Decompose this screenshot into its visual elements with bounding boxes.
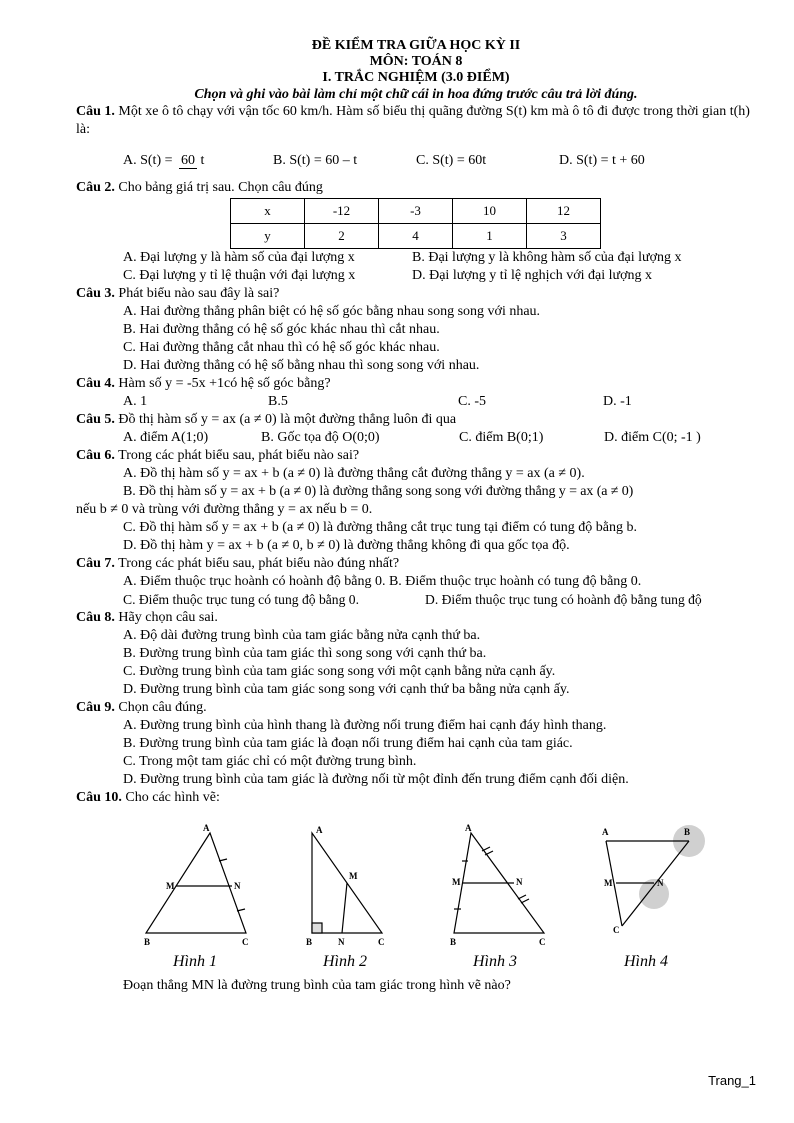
option-b: B.5 [268,394,288,409]
geometry-figures [76,813,756,973]
point-label: M [604,878,613,888]
fraction: 60 t [181,152,205,168]
option-a: A. 1 [123,394,148,409]
option-c: C. Đồ thị hàm số y = ax + b (a ≠ 0) là đường thẳng cắt trục tung tại điểm có tung độ bằng b. [123,520,637,535]
question-2 [76,179,756,197]
option-b: B. Đại lượng y là không hàm số của đại lượng x [412,250,682,265]
figure-1 [146,833,246,933]
option-a: A. Độ dài đường trung bình của tam giác bằng nửa cạnh thứ ba. [123,628,481,643]
question-text: Trong các phát biểu sau, phát biểu nào đúng nhất? [118,556,400,571]
table-row [231,224,601,249]
option-a: A. Đồ thị hàm số y = ax + b (a ≠ 0) là đường thẳng cắt đường thẳng y = ax (a ≠ 0). [123,466,585,481]
value-table [230,198,601,249]
option-c: C. Điểm thuộc trục tung có tung độ bằng 0. [123,592,359,607]
option-b: B. Đường trung bình của tam giác là đoạn nối trung điểm hai cạnh của tam giác. [123,736,573,751]
point-label: C [242,937,249,947]
figure-4 [606,825,705,926]
question-label: Câu 4. [76,376,115,391]
question-8 [76,609,756,627]
option-d: D. S(t) = t + 60 [559,153,645,168]
section-title: I. TRẮC NGHIỆM (3.0 ĐIỂM) [322,70,510,85]
figure-caption-1: Hình 1 [173,953,217,970]
table-cell: 12 [527,199,601,224]
option-a: A. Điểm thuộc trục hoành có hoành độ bằng 0. [123,574,386,589]
tick-mark [518,895,526,899]
option-c: C. Đường trung bình của tam giác song song với một cạnh bằng nửa cạnh ấy. [123,664,556,679]
segment-mn [342,883,347,933]
figures-svg [76,813,756,973]
point-label: C [613,925,620,935]
question-label: Câu 1. [76,104,115,119]
option-d: D. điểm C(0; -1 ) [604,430,701,445]
point-label: C [539,937,546,947]
question-2-options-row-1 [76,249,756,267]
option-a: A. Hai đường thẳng phân biệt có hệ số góc bằng nhau song song với nhau. [123,304,541,319]
question-label: Câu 2. [76,180,115,195]
question-1 [76,103,756,139]
table-cell: 1 [453,224,527,249]
point-label: C [378,937,385,947]
option-c: C. S(t) = 60t [416,153,487,168]
point-label: A [602,827,609,837]
question-7 [76,555,756,573]
point-label: M [349,871,358,881]
exam-title: ĐỀ KIỂM TRA GIỮA HỌC KỲ II [311,38,521,53]
point-label: N [516,877,523,887]
option-d: D. Đường trung bình của tam giác là đường nối từ một đỉnh đến trung điểm cạnh đối diện. [123,772,629,787]
point-label: B [684,827,691,837]
question-7-options-row-1 [76,573,756,591]
point-label: M [166,881,175,891]
option-d: D. Đường trung bình của tam giác song song với cạnh thứ ba bằng nửa cạnh ấy. [123,682,570,697]
question-label: Câu 8. [76,610,115,625]
option-c: C. Đại lượng y tỉ lệ thuận với đại lượng x [123,268,356,283]
question-text: Cho các hình vẽ: [125,790,220,805]
question-1-options [76,143,756,179]
table-row [231,199,601,224]
option-d: D. -1 [603,394,632,409]
table-cell: 3 [527,224,601,249]
figure-2 [312,833,382,933]
question-text: Đồ thị hàm số y = ax (a ≠ 0) là một đường thẳng luôn đi qua [118,412,457,427]
point-label: N [338,937,345,947]
option-b: B. Hai đường thẳng có hệ số góc khác nhau thì cắt nhau. [123,322,440,337]
option-a: A. S(t) = 60 t [123,152,205,168]
option-a: A. Đại lượng y là hàm số của đại lượng x [123,250,355,265]
point-label: N [234,881,241,891]
option-c: C. Hai đường thẳng cắt nhau thì có hệ số góc khác nhau. [123,340,440,355]
table-cell: -12 [305,199,379,224]
point-label: B [144,937,151,947]
question-text: Cho bảng giá trị sau. Chọn câu đúng [118,180,323,195]
table-cell: x [231,199,305,224]
point-label: N [657,878,664,888]
question-text: Trong các phát biểu sau, phát biểu nào sai? [118,448,360,463]
question-label: Câu 7. [76,556,115,571]
option-b: B. Đường trung bình của tam giác thì song song với cạnh thứ ba. [123,646,487,661]
option-c: C. Trong một tam giác chỉ có một đường trung bình. [123,754,417,769]
question-3 [76,285,756,303]
page-number: Trang_1 [708,1073,756,1088]
option-c: C. -5 [458,394,486,409]
triangle-abc [146,833,246,933]
question-6 [76,447,756,465]
figure-caption-4: Hình 4 [624,953,668,970]
question-text: Chọn câu đúng. [118,700,207,715]
question-text: Phát biểu nào sau đây là sai? [118,286,280,301]
table-cell: -3 [379,199,453,224]
question-10-prompt: Đoạn thẳng MN là đường trung bình của tam giác trong hình vẽ nào? [123,978,511,993]
question-9 [76,699,756,717]
option-b: B. Đồ thị hàm số y = ax + b (a ≠ 0) là đường thẳng song song với đường thẳng y = ax (a ≠ 0) [123,484,634,499]
question-7-options-row-2 [76,591,756,609]
table-cell: 10 [453,199,527,224]
question-2-options-row-2 [76,267,756,285]
question-text: Hãy chọn câu sai. [118,610,218,625]
right-angle-mark [312,923,322,933]
question-label: Câu 9. [76,700,115,715]
option-a: A. Đường trung bình của hình thang là đường nối trung điểm hai cạnh đáy hình thang. [123,718,607,733]
option-b: B. Điểm thuộc trục hoành có tung độ bằng 0. [388,574,642,589]
point-label: A [465,823,472,833]
option-b: B. S(t) = 60 – t [273,153,358,168]
question-text: Một xe ô tô chạy với vận tốc 60 km/h. Hàm số biểu thị quãng đường S(t) km mà ô tô đi được trong thời gian t(h) là: [76,104,750,137]
table-cell: y [231,224,305,249]
instruction: Chọn và ghi vào bài làm chỉ một chữ cái in hoa đứng trước câu trả lời đúng. [194,87,638,102]
question-label: Câu 6. [76,448,115,463]
point-label: B [306,937,313,947]
exam-subject: MÔN: TOÁN 8 [369,54,463,69]
question-label: Câu 3. [76,286,115,301]
point-label: A [203,823,210,833]
option-c: C. điểm B(0;1) [459,430,544,445]
point-label: B [450,937,457,947]
option-b-continued: nếu b ≠ 0 và trùng với đường thẳng y = ax nếu b = 0. [76,502,373,517]
figure-caption-2: Hình 2 [323,953,367,970]
figure-1-labels [144,823,249,947]
question-10 [76,789,756,807]
figure-3 [454,833,544,933]
option-b: B. Gốc tọa độ O(0;0) [261,430,380,445]
question-text: Hàm số y = -5x +1có hệ số góc bằng? [118,376,331,391]
question-label: Câu 10. [76,790,122,805]
option-a: A. điểm A(1;0) [123,430,209,445]
option-d: D. Hai đường thẳng có hệ số bằng nhau thì song song với nhau. [123,358,480,373]
option-d: D. Điểm thuộc trục tung có hoành độ bằng tung độ [425,592,702,607]
tick-mark [521,899,529,903]
option-d: D. Đại lượng y tỉ lệ nghịch với đại lượng x [412,268,652,283]
figure-caption-3: Hình 3 [473,953,517,970]
table-cell: 2 [305,224,379,249]
exam-page [76,38,756,995]
question-4 [76,375,756,393]
question-label: Câu 5. [76,412,115,427]
point-label: A [316,825,323,835]
question-5-options [76,429,756,447]
question-5 [76,411,756,429]
point-label: M [452,877,461,887]
option-d: D. Đồ thị hàm y = ax + b (a ≠ 0, b ≠ 0) là đường thẳng không đi qua gốc tọa độ. [123,538,570,553]
table-cell: 4 [379,224,453,249]
question-4-options [76,393,756,411]
figure-3-labels [450,823,546,947]
